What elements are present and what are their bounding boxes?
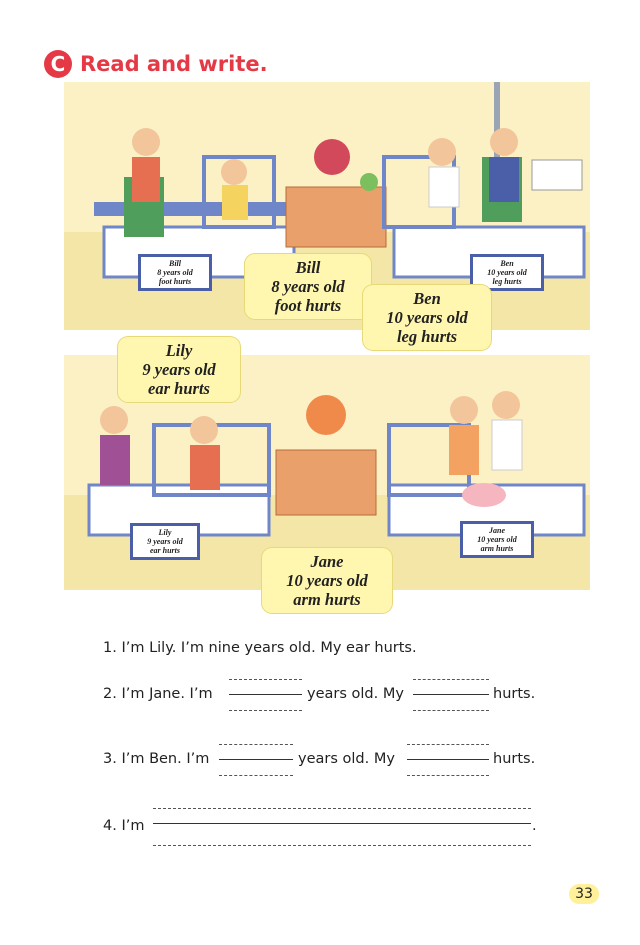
bed-card-age: 8 years old: [157, 268, 193, 277]
exercise-3-start: 3. I’m Ben. I’m: [103, 751, 210, 767]
callout-lily: [118, 337, 240, 402]
callout-ailment: ear hurts: [148, 379, 210, 398]
bed-card-lily: [130, 523, 200, 560]
bed-card-name: Ben: [500, 259, 514, 268]
callout-ailment: arm hurts: [293, 590, 361, 609]
callout-ailment: leg hurts: [396, 327, 458, 346]
exercise-4-start: 4. I’m: [103, 818, 145, 834]
exercise-3-middle: years old. My: [298, 751, 395, 767]
exercise-2-end: hurts.: [493, 686, 536, 702]
callout-jane: [262, 548, 392, 613]
bed-card-ailment: foot hurts: [158, 277, 192, 286]
answer-blank-2-body-part[interactable]: [413, 679, 489, 711]
callout-age: 8 years old: [271, 277, 345, 296]
answer-blank-4-sentence[interactable]: [153, 808, 531, 846]
bed-card-age: 10 years old: [477, 535, 517, 544]
exercise-3-end: hurts.: [493, 751, 536, 767]
callout-name: Ben: [413, 289, 441, 308]
callout-ailment: foot hurts: [274, 296, 342, 315]
callout-bill: [245, 254, 371, 319]
exercise-1: 1. I’m Lily. I’m nine years old. My ear hurts.: [103, 640, 417, 656]
bed-card-bill: [138, 254, 212, 291]
answer-blank-3-body-part[interactable]: [407, 744, 489, 776]
section-badge: C: [44, 50, 72, 78]
callout-name: Bill: [295, 258, 321, 277]
bed-card-age: 9 years old: [147, 537, 183, 546]
bed-card-age: 10 years old: [487, 268, 527, 277]
callout-ben: [363, 285, 491, 350]
exercise-2-middle: years old. My: [307, 686, 404, 702]
answer-blank-3-age[interactable]: [219, 744, 293, 776]
bed-card-name: Jane: [489, 526, 505, 535]
callout-name: Jane: [310, 552, 344, 571]
bed-card-jane: [460, 521, 534, 558]
section-title: Read and write.: [80, 52, 268, 76]
bed-card-ailment: leg hurts: [492, 277, 522, 286]
bed-card-name: Bill: [168, 259, 181, 268]
exercise-4-end: .: [532, 818, 537, 834]
callout-age: 9 years old: [142, 360, 216, 379]
callout-name: Lily: [165, 341, 193, 360]
page-number: 33: [569, 884, 599, 904]
exercise-2-start: 2. I’m Jane. I’m: [103, 686, 213, 702]
callout-age: 10 years old: [286, 571, 368, 590]
bed-card-ailment: ear hurts: [149, 546, 180, 555]
bed-card-name: Lily: [158, 528, 172, 537]
callout-age: 10 years old: [386, 308, 468, 327]
answer-blank-2-age[interactable]: [229, 679, 302, 711]
section-header: [44, 50, 268, 78]
bed-card-ailment: arm hurts: [480, 544, 514, 553]
